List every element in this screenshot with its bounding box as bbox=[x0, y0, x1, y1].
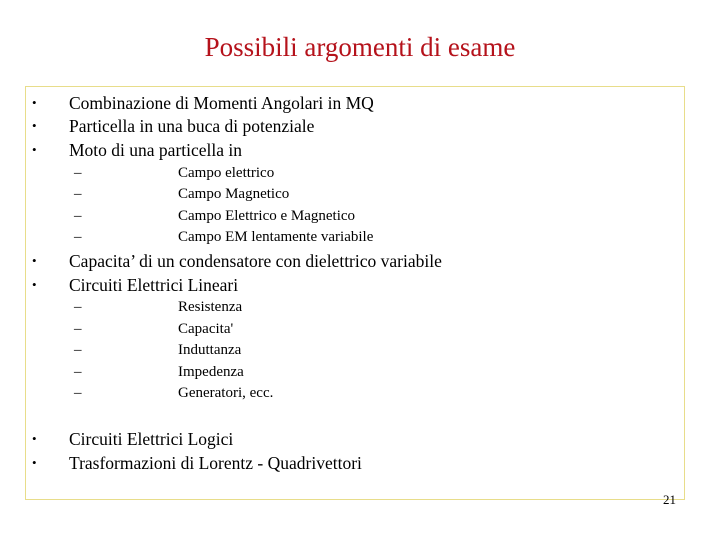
list-item-text: Moto di una particella in bbox=[69, 140, 243, 160]
sub-list-item-text: Campo Elettrico e Magnetico bbox=[178, 208, 356, 224]
sub-list-item-text: Campo Magnetico bbox=[178, 186, 290, 202]
sub-list-item-text: Induttanza bbox=[178, 342, 242, 358]
bullet-icon: • bbox=[32, 431, 37, 446]
sub-list-item-text: Resistenza bbox=[178, 299, 243, 315]
content-box bbox=[25, 86, 685, 507]
bullet-icon: • bbox=[32, 253, 37, 268]
sub-list-item-text: Generatori, ecc. bbox=[178, 385, 274, 401]
list-item-text: Circuiti Elettrici Logici bbox=[69, 429, 234, 449]
dash-icon: – bbox=[74, 229, 82, 245]
dash-icon: – bbox=[74, 342, 82, 358]
sub-list-item-text: Capacita' bbox=[178, 321, 234, 337]
page-number: 21 bbox=[663, 492, 676, 507]
dash-icon: – bbox=[74, 364, 82, 380]
bullet-icon: • bbox=[32, 95, 37, 110]
sub-list-item-text: Campo elettrico bbox=[178, 165, 275, 181]
dash-icon: – bbox=[74, 299, 82, 315]
list-item-text: Particella in una buca di potenziale bbox=[69, 116, 315, 136]
sub-list-item-text: Campo EM lentamente variabile bbox=[178, 229, 374, 245]
dash-icon: – bbox=[74, 385, 82, 401]
dash-icon: – bbox=[74, 165, 82, 181]
dash-icon: – bbox=[74, 208, 82, 224]
bullet-icon: • bbox=[32, 118, 37, 133]
dash-icon: – bbox=[74, 321, 82, 337]
list-item-text: Trasformazioni di Lorentz - Quadrivettori bbox=[69, 453, 362, 473]
sub-list-item-text: Impedenza bbox=[178, 364, 244, 380]
bullet-icon: • bbox=[32, 455, 37, 470]
list-item-text: Combinazione di Momenti Angolari in MQ bbox=[69, 93, 374, 113]
bullet-icon: • bbox=[32, 277, 37, 292]
bullet-icon: • bbox=[32, 142, 37, 157]
slide-title: Possibili argomenti di esame bbox=[204, 32, 516, 62]
dash-icon: – bbox=[74, 186, 82, 202]
list-item-text: Circuiti Elettrici Lineari bbox=[69, 275, 239, 295]
list-item-text: Capacita’ di un condensatore con dielettrico variabile bbox=[69, 251, 442, 271]
